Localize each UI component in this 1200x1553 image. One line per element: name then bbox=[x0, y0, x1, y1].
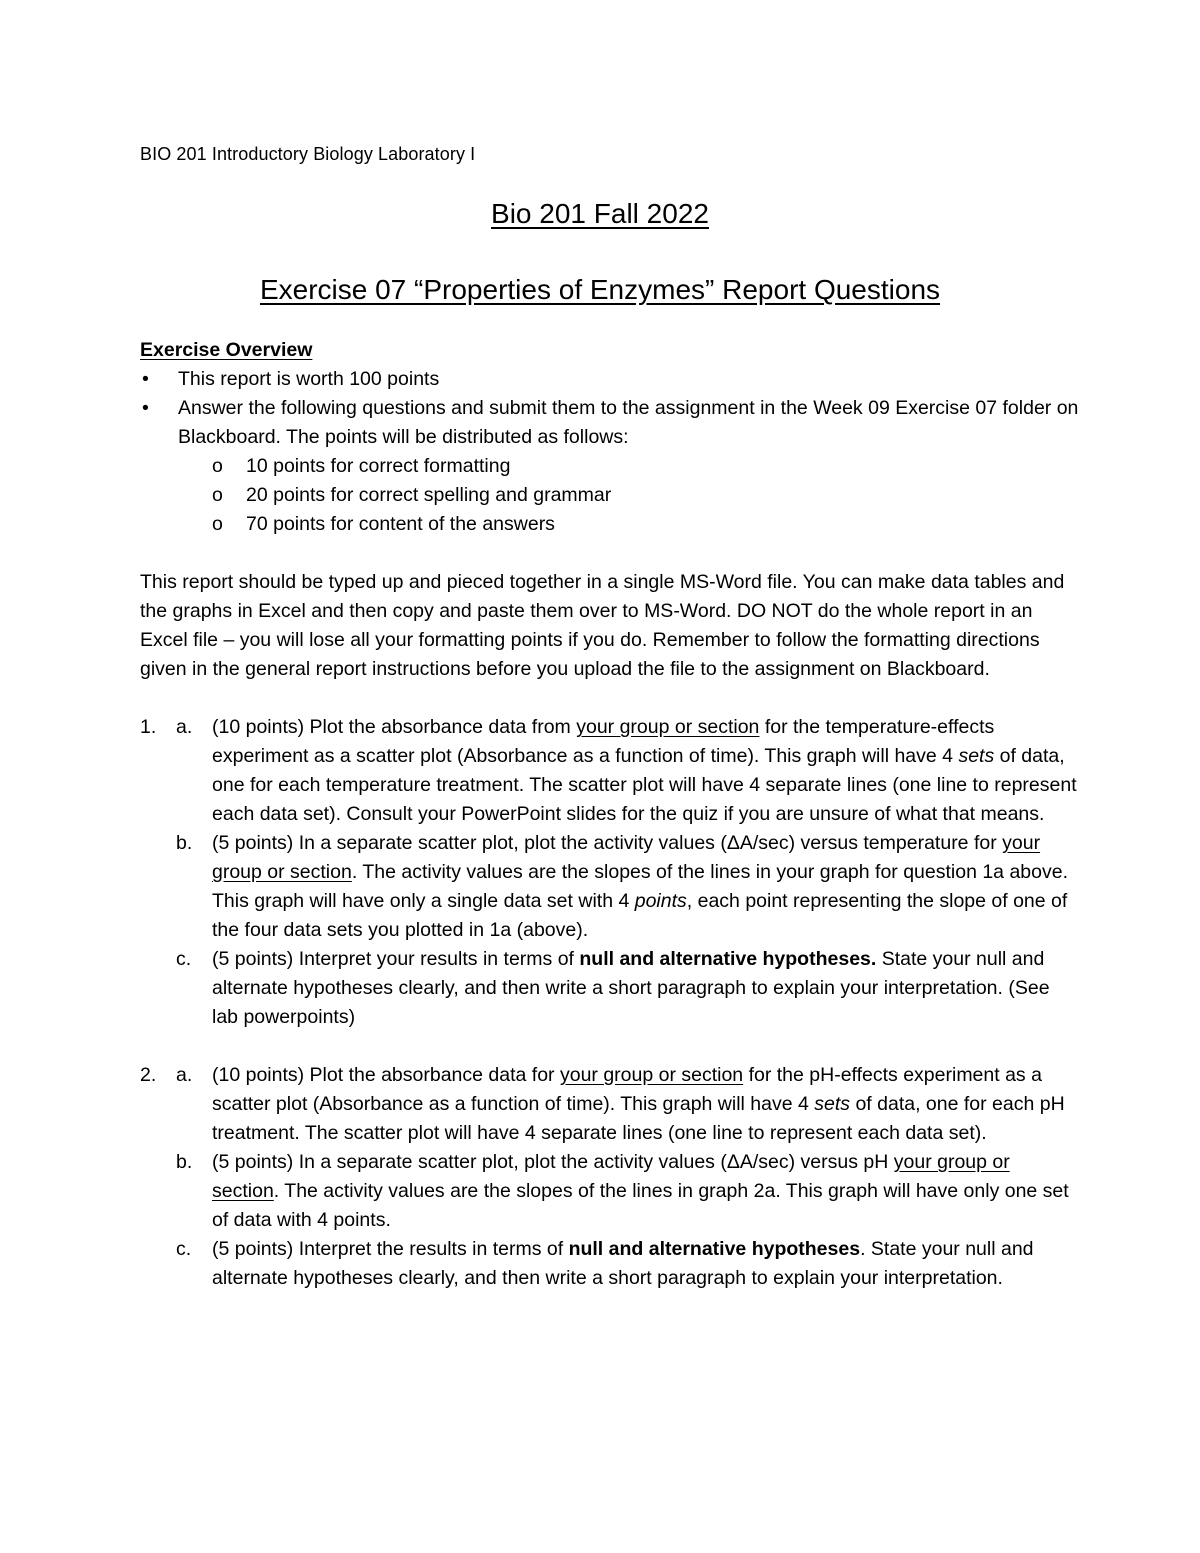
overview-bullet bbox=[140, 365, 1080, 394]
underlined-text: your group or section bbox=[559, 1064, 744, 1086]
question-text bbox=[212, 829, 1080, 945]
question-letter: c. bbox=[176, 1238, 192, 1260]
text-run: (5 points) In a separate scatter plot, plot the activity values (ΔA/sec) versus pH bbox=[212, 1151, 894, 1173]
text-run: . The activity values are the slopes of the lines in your graph for question 1a above. This graph will have only a single data set with 4 bbox=[212, 861, 1068, 912]
question-letter: c. bbox=[176, 948, 192, 970]
question-1 bbox=[140, 713, 1080, 1032]
text-run: of data, one for each temperature treatment. The scatter plot will have 4 separate lines (one line to represent each data set). Consult your PowerPoint slides for the quiz if you are unsure of what that means. bbox=[212, 745, 1077, 825]
question-letter: b. bbox=[176, 1151, 193, 1173]
instructions-paragraph: This report should be typed up and pieced together in a single MS-Word file. You can make data tables and the graphs in Excel and then copy and paste them over to MS-Word. DO NOT do the whole report in an Excel file – you will lose all your formatting points if you do. Remember to follow the formatting directions given in the general report instructions before you upload the file to the assignment on Blackboard. bbox=[140, 571, 1065, 680]
sub-bullet-text: 70 points for content of the answers bbox=[246, 513, 555, 535]
italic-text: sets bbox=[958, 745, 995, 767]
text-run: (10 points) Plot the absorbance data from bbox=[212, 716, 577, 738]
italic-text: points bbox=[634, 890, 687, 912]
question-1a bbox=[140, 713, 1080, 829]
document-title: Bio 201 Fall 2022 bbox=[491, 198, 709, 229]
sub-bullet-text: 10 points for correct formatting bbox=[246, 455, 511, 477]
question-letter: b. bbox=[176, 832, 193, 854]
sub-bullet-icon: o bbox=[212, 513, 223, 535]
question-text bbox=[212, 1235, 1080, 1293]
course-line: BIO 201 Introductory Biology Laboratory I bbox=[140, 144, 476, 164]
text-run: . State your null and alternate hypotheses clearly, and then write a short paragraph to explain your interpretation. bbox=[212, 1238, 1034, 1289]
text-run: . The activity values are the slopes of the lines in graph 2a. This graph will have only one set of data with 4 points. bbox=[212, 1180, 1069, 1231]
bullet-text: Answer the following questions and submit them to the assignment in the Week 09 Exercise 07 folder on Blackboard. The points will be distributed as follows: bbox=[178, 397, 1079, 448]
overview-sub-bullet bbox=[212, 510, 1080, 539]
overview-sub-bullet bbox=[212, 481, 1080, 510]
text-run: (5 points) Interpret the results in terms of bbox=[212, 1238, 569, 1260]
question-text bbox=[212, 1148, 1080, 1235]
text-run: State your null and alternate hypotheses clearly, and then write a short paragraph to explain your interpretation. (See lab powerpoints) bbox=[212, 948, 1050, 1028]
question-1c bbox=[176, 945, 1080, 1032]
question-2c bbox=[176, 1235, 1080, 1293]
overview-heading: Exercise Overview bbox=[140, 339, 313, 361]
question-number: 1. bbox=[140, 716, 157, 738]
sub-bullet-icon: o bbox=[212, 484, 223, 506]
text-run: (5 points) In a separate scatter plot, plot the activity values (ΔA/sec) versus temperature for bbox=[212, 832, 1003, 854]
text-run: , each point representing the slope of one of the four data sets you plotted in 1a (above). bbox=[212, 890, 1068, 941]
bold-text: null and alternative hypotheses bbox=[568, 1238, 861, 1260]
overview-bullet bbox=[140, 394, 1080, 452]
sub-bullet-icon: o bbox=[212, 455, 223, 477]
bullet-text: This report is worth 100 points bbox=[178, 368, 440, 390]
text-run: (10 points) Plot the absorbance data for bbox=[212, 1064, 560, 1086]
bold-text: null and alternative hypotheses. bbox=[579, 948, 877, 970]
italic-text: sets bbox=[814, 1093, 851, 1115]
question-2b bbox=[176, 1148, 1080, 1235]
underlined-text: your group or section bbox=[212, 1151, 1010, 1202]
text-run: of data, one for each pH treatment. The scatter plot will have 4 separate lines (one line to represent each data set). bbox=[212, 1093, 1065, 1144]
text-run: for the pH-effects experiment as a scatter plot (Absorbance as a function of time). This graph will have 4 bbox=[212, 1064, 1042, 1115]
overview-sub-bullet bbox=[212, 452, 1080, 481]
sub-bullet-text: 20 points for correct spelling and grammar bbox=[246, 484, 612, 506]
underlined-text: your group or section bbox=[576, 716, 760, 738]
text-run: (5 points) Interpret your results in terms of bbox=[212, 948, 580, 970]
question-2 bbox=[140, 1061, 1080, 1293]
question-letter: a. bbox=[176, 1064, 193, 1086]
question-number: 2. bbox=[140, 1064, 157, 1086]
underlined-text: your group or section bbox=[212, 832, 1041, 883]
text-run: for the temperature-effects experiment as a scatter plot (Absorbance as a function of time). This graph will have 4 bbox=[212, 716, 995, 767]
question-letter: a. bbox=[176, 716, 193, 738]
question-1b bbox=[176, 829, 1080, 945]
question-text bbox=[212, 945, 1080, 1032]
bullet-icon: • bbox=[142, 397, 149, 419]
bullet-icon: • bbox=[142, 368, 149, 390]
question-text bbox=[212, 713, 1080, 829]
document-body bbox=[140, 336, 1080, 1293]
document-subtitle: Exercise 07 “Properties of Enzymes” Report Questions bbox=[259, 274, 941, 305]
question-text bbox=[212, 1061, 1080, 1148]
question-2a bbox=[140, 1061, 1080, 1148]
